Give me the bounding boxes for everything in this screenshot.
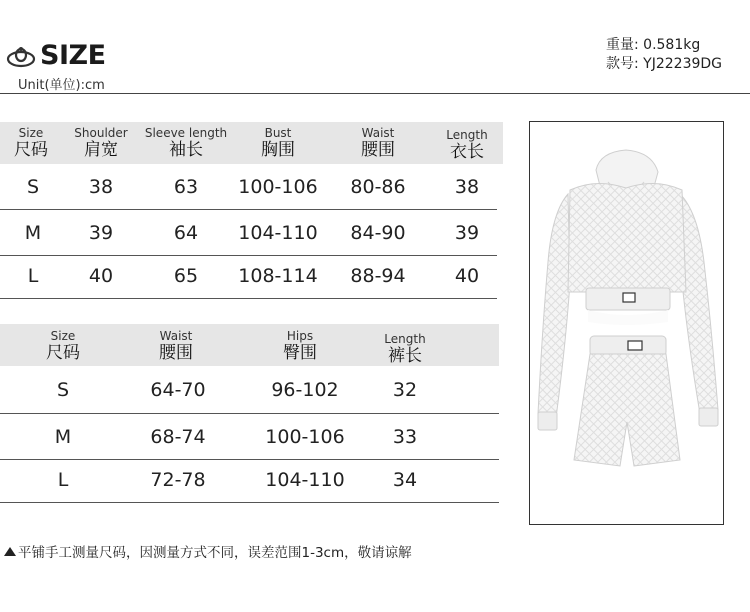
brand-logo — [6, 44, 36, 68]
column-header-waist: Waist 腰围 — [361, 126, 395, 160]
weight-label: 重量: 0.581kg — [606, 37, 701, 53]
sleeve-cell: 64 — [173, 222, 199, 244]
column-header-bust: Bust 胸围 — [261, 126, 295, 160]
table-row — [0, 210, 497, 255]
column-header-hips: Hips 臀围 — [283, 329, 317, 363]
triangle-icon — [4, 547, 16, 556]
size-cell: L — [27, 265, 39, 287]
table-header — [0, 122, 503, 164]
length-cell: 40 — [454, 265, 480, 287]
column-header-shoulder: Shoulder 肩宽 — [74, 126, 128, 160]
length-cell: 38 — [454, 176, 480, 198]
page-title: SIZE — [40, 40, 106, 71]
header-divider — [0, 93, 750, 94]
bust-cell: 100-106 — [238, 176, 318, 198]
table-row — [0, 164, 497, 209]
column-header-size: Size 尺码 — [46, 329, 80, 363]
hips-cell: 96-102 — [271, 379, 339, 401]
size-cell: S — [26, 176, 40, 198]
waist-cell: 88-94 — [350, 265, 406, 287]
length-cell: 32 — [392, 379, 418, 401]
table-row — [0, 366, 497, 412]
waist-cell: 84-90 — [350, 222, 406, 244]
table-row — [0, 414, 497, 459]
column-header-waist: Waist 腰围 — [159, 329, 193, 363]
bottom-size-table — [0, 324, 503, 504]
column-header-sleeve-length: Sleeve length 袖长 — [144, 126, 228, 160]
size-cell: M — [54, 426, 72, 448]
product-image — [530, 122, 723, 524]
length-cell: 34 — [392, 469, 418, 491]
column-header-length: Length 裤长 — [384, 332, 426, 366]
row-divider — [0, 298, 497, 299]
sleeve-cell: 65 — [173, 265, 199, 287]
waist-cell: 80-86 — [350, 176, 406, 198]
model-number: 款号: YJ22239DG — [606, 56, 723, 72]
length-cell: 39 — [454, 222, 480, 244]
measurement-note — [4, 541, 412, 561]
waist-cell: 68-74 — [150, 426, 206, 448]
product-image-frame — [529, 121, 724, 525]
shoulder-cell: 40 — [88, 265, 114, 287]
table-row — [0, 256, 497, 298]
length-cell: 33 — [392, 426, 418, 448]
table-row — [0, 460, 497, 502]
size-cell: S — [56, 379, 70, 401]
shoulder-cell: 39 — [88, 222, 114, 244]
hips-cell: 104-110 — [265, 469, 345, 491]
unit-label: Unit(单位):cm — [18, 78, 105, 93]
column-header-size: Size 尺码 — [14, 126, 48, 160]
size-cell: L — [57, 469, 69, 491]
sleeve-cell: 63 — [173, 176, 199, 198]
waist-cell: 64-70 — [150, 379, 206, 401]
hips-cell: 100-106 — [265, 426, 345, 448]
top-size-table — [0, 122, 503, 300]
row-divider — [0, 502, 499, 503]
note-text: 平铺手工测量尺码，因测量方式不同，误差范围1-3cm，敬请谅解 — [18, 545, 412, 561]
table-header — [0, 324, 499, 366]
shoulder-cell: 38 — [88, 176, 114, 198]
size-cell: M — [24, 222, 42, 244]
column-header-length: Length 衣长 — [446, 128, 488, 162]
waist-cell: 72-78 — [150, 469, 206, 491]
bust-cell: 104-110 — [238, 222, 318, 244]
bust-cell: 108-114 — [238, 265, 318, 287]
